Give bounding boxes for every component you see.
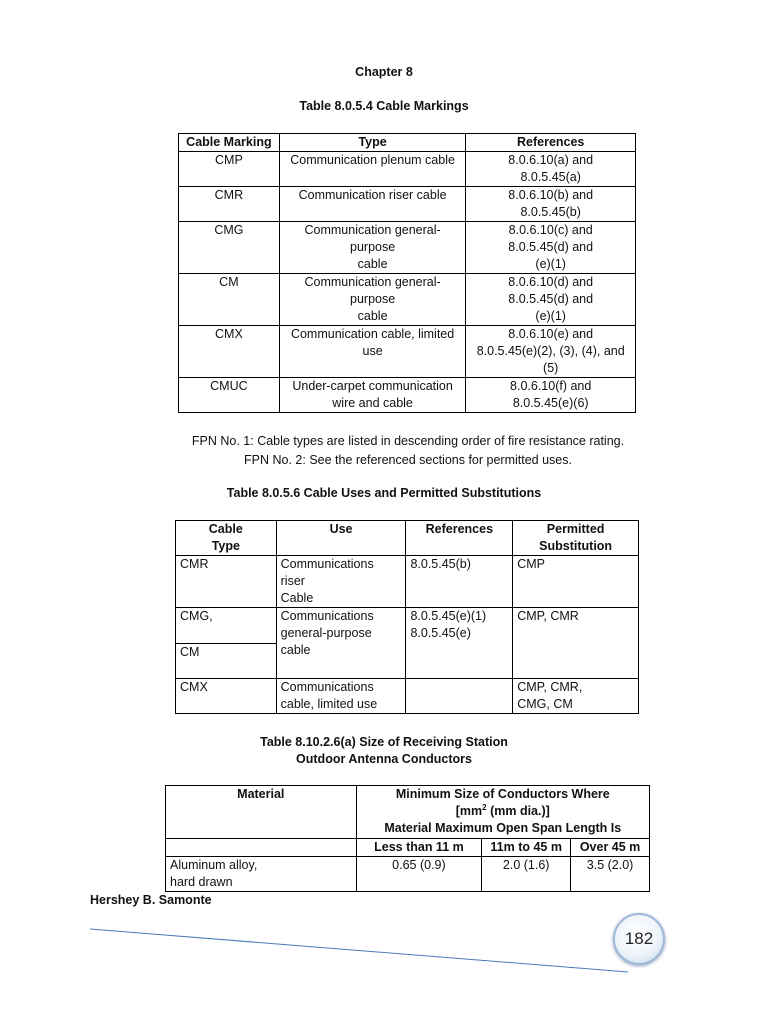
column-header: Cable Marking — [179, 134, 280, 152]
cable-type-cell: CMG, — [176, 608, 277, 644]
references-cell: 8.0.6.10(a) and 8.0.5.45(a) — [466, 152, 636, 187]
cable-marking-cell: CMG — [179, 222, 280, 274]
type-cell: Communication general- purpose cable — [279, 274, 466, 326]
references-cell: 8.0.6.10(b) and 8.0.5.45(b) — [466, 187, 636, 222]
cable-marking-cell: CMX — [179, 326, 280, 378]
references-cell: 8.0.6.10(e) and 8.0.5.45(e)(2), (3), (4), and (5) — [466, 326, 636, 378]
substitution-cell: CMP, CMR — [513, 608, 639, 679]
use-cell: Communications riser Cable — [276, 556, 406, 608]
type-cell: Communication general- purpose cable — [279, 222, 466, 274]
material-cell: Aluminum alloy, hard drawn — [166, 857, 357, 892]
cable-type-cell: CM — [176, 644, 277, 679]
type-cell: Communication plenum cable — [279, 152, 466, 187]
cable-marking-cell: CMR — [179, 187, 280, 222]
column-header: References — [466, 134, 636, 152]
use-cell: Communications general-purpose cable — [276, 608, 406, 679]
cable-marking-cell: CMP — [179, 152, 280, 187]
references-cell: 8.0.5.45(b) — [406, 556, 513, 608]
column-header: Less than 11 m — [356, 839, 482, 857]
column-header: Cable Type — [176, 521, 277, 556]
page-number-badge — [613, 913, 665, 965]
references-cell: 8.0.5.45(e)(1) 8.0.5.45(e) — [406, 608, 513, 679]
value-cell: 0.65 (0.9) — [356, 857, 482, 892]
page-number: 182 — [624, 929, 654, 948]
column-header: Type — [279, 134, 466, 152]
references-cell: 8.0.6.10(f) and 8.0.5.45(e)(6) — [466, 378, 636, 413]
fpn-note-2: FPN No. 2: See the referenced sections for permitted uses. — [244, 453, 572, 467]
type-cell: Communication riser cable — [279, 187, 466, 222]
column-header: 11m to 45 m — [482, 839, 571, 857]
column-header: Permitted Substitution — [513, 521, 639, 556]
references-cell: 8.0.6.10(c) and 8.0.5.45(d) and (e)(1) — [466, 222, 636, 274]
table1-title: Table 8.0.5.4 Cable Markings — [299, 99, 469, 113]
column-header: References — [406, 521, 513, 556]
column-header: Use — [276, 521, 406, 556]
type-cell: Communication cable, limited use — [279, 326, 466, 378]
table2-title: Table 8.0.5.6 Cable Uses and Permitted Substitutions — [226, 486, 542, 500]
value-cell: 3.5 (2.0) — [571, 857, 650, 892]
column-header: Minimum Size of Conductors Where [$mm^2$ (mm dia.)] Material Maximum Open Span Length Is — [356, 786, 649, 839]
references-cell: 8.0.6.10(d) and 8.0.5.45(d) and (e)(1) — [466, 274, 636, 326]
use-cell: Communications cable, limited use — [276, 679, 406, 714]
column-header: Material — [166, 786, 357, 839]
cable-marking-cell: CMUC — [179, 378, 280, 413]
table3-title: Table 8.10.2.6(a) Size of Receiving Station Outdoor Antenna Conductors — [260, 735, 508, 766]
author-name: Hershey B. Samonte — [90, 893, 212, 907]
substitution-cell: CMP, CMR, CMG, CM — [513, 679, 639, 714]
cable-type-cell: CMX — [176, 679, 277, 714]
column-header: Over 45 m — [571, 839, 650, 857]
cable-marking-cell: CM — [179, 274, 280, 326]
fpn-note-1: FPN No. 1: Cable types are listed in descending order of fire resistance rating. — [191, 434, 625, 448]
value-cell: 2.0 (1.6) — [482, 857, 571, 892]
substitution-cell: CMP — [513, 556, 639, 608]
type-cell: Under-carpet communication wire and cable — [279, 378, 466, 413]
chapter-heading: Chapter 8 — [355, 65, 413, 79]
cable-type-cell: CMR — [176, 556, 277, 608]
